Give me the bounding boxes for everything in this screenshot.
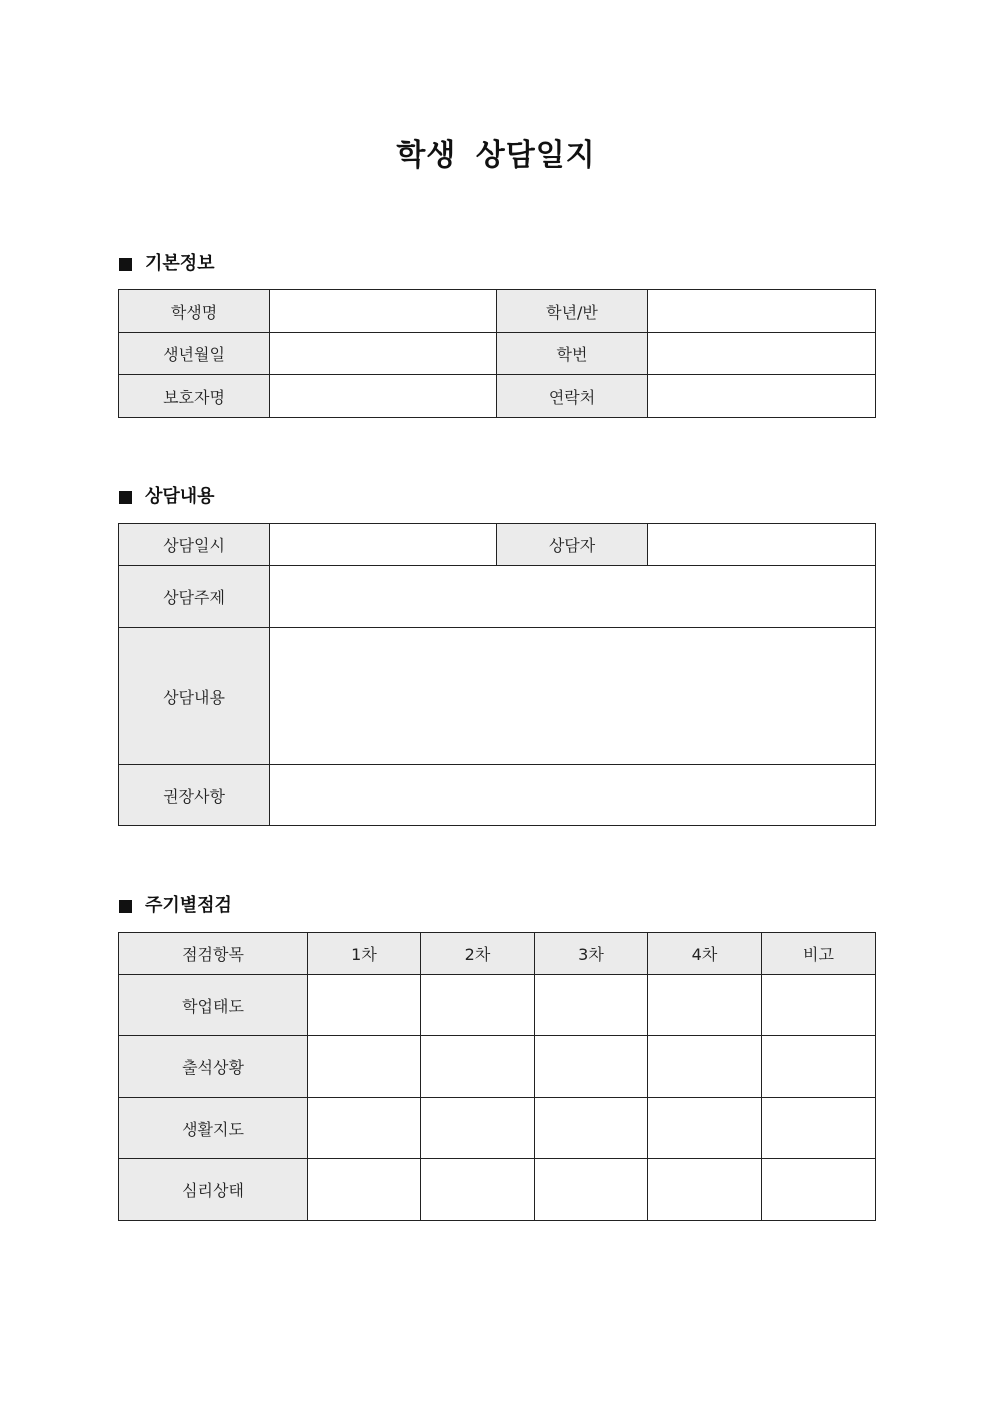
counseling-row bbox=[119, 566, 876, 628]
column-header-round-2: 2차 bbox=[421, 933, 535, 975]
student-number-field[interactable] bbox=[648, 333, 876, 375]
column-header-remarks: 비고 bbox=[762, 933, 876, 975]
check-cell[interactable] bbox=[421, 1036, 535, 1098]
counseling-heading-text: 상담내용 bbox=[145, 486, 215, 507]
birth-date-label: 생년월일 bbox=[119, 333, 270, 375]
check-item-label: 학업태도 bbox=[119, 975, 308, 1036]
check-cell[interactable] bbox=[762, 1036, 876, 1098]
square-bullet-icon bbox=[119, 258, 132, 271]
column-header-round-3: 3차 bbox=[535, 933, 648, 975]
basic-info-heading-text: 기본정보 bbox=[145, 253, 215, 274]
check-cell[interactable] bbox=[535, 1036, 648, 1098]
counseling-table bbox=[118, 523, 876, 826]
check-cell[interactable] bbox=[762, 1159, 876, 1221]
contact-label: 연락처 bbox=[497, 375, 648, 418]
basic-info-row bbox=[119, 375, 876, 418]
counseling-date-label: 상담일시 bbox=[119, 524, 270, 566]
column-header-item: 점검항목 bbox=[119, 933, 308, 975]
counseling-content-label: 상담내용 bbox=[119, 628, 270, 765]
counseling-date-field[interactable] bbox=[270, 524, 497, 566]
square-bullet-icon bbox=[119, 900, 132, 913]
student-name-field[interactable] bbox=[270, 290, 497, 333]
basic-info-row bbox=[119, 333, 876, 375]
guardian-name-field[interactable] bbox=[270, 375, 497, 418]
table-row bbox=[119, 1098, 876, 1159]
square-bullet-icon bbox=[119, 491, 132, 504]
periodic-check-heading-text: 주기별점검 bbox=[145, 895, 232, 916]
check-item-label: 출석상황 bbox=[119, 1036, 308, 1098]
counseling-row bbox=[119, 765, 876, 826]
check-cell[interactable] bbox=[648, 1036, 762, 1098]
recommendation-label: 권장사항 bbox=[119, 765, 270, 826]
contact-field[interactable] bbox=[648, 375, 876, 418]
check-cell[interactable] bbox=[421, 1098, 535, 1159]
table-row bbox=[119, 1036, 876, 1098]
check-cell[interactable] bbox=[648, 1159, 762, 1221]
counseling-topic-field[interactable] bbox=[270, 566, 876, 628]
check-cell[interactable] bbox=[535, 1098, 648, 1159]
check-cell[interactable] bbox=[535, 1159, 648, 1221]
page-title: 학생 상담일지 bbox=[396, 138, 596, 173]
check-cell[interactable] bbox=[308, 975, 421, 1036]
check-cell[interactable] bbox=[308, 1098, 421, 1159]
check-cell[interactable] bbox=[762, 1098, 876, 1159]
check-item-label: 생활지도 bbox=[119, 1098, 308, 1159]
table-row bbox=[119, 1159, 876, 1221]
periodic-check-table bbox=[118, 932, 876, 1221]
birth-date-field[interactable] bbox=[270, 333, 497, 375]
column-header-round-4: 4차 bbox=[648, 933, 762, 975]
student-name-label: 학생명 bbox=[119, 290, 270, 333]
counseling-row bbox=[119, 628, 876, 765]
counseling-heading bbox=[119, 485, 215, 509]
check-cell[interactable] bbox=[308, 1036, 421, 1098]
check-cell[interactable] bbox=[648, 975, 762, 1036]
basic-info-row bbox=[119, 290, 876, 333]
check-cell[interactable] bbox=[648, 1098, 762, 1159]
check-cell[interactable] bbox=[308, 1159, 421, 1221]
counseling-row bbox=[119, 524, 876, 566]
grade-class-field[interactable] bbox=[648, 290, 876, 333]
check-item-label: 심리상태 bbox=[119, 1159, 308, 1221]
counselor-label: 상담자 bbox=[497, 524, 648, 566]
column-header-round-1: 1차 bbox=[308, 933, 421, 975]
recommendation-field[interactable] bbox=[270, 765, 876, 826]
periodic-check-header-row bbox=[119, 933, 876, 975]
grade-class-label: 학년/반 bbox=[497, 290, 648, 333]
periodic-check-heading bbox=[119, 894, 232, 918]
counseling-content-field[interactable] bbox=[270, 628, 876, 765]
table-row bbox=[119, 975, 876, 1036]
counselor-field[interactable] bbox=[648, 524, 876, 566]
guardian-name-label: 보호자명 bbox=[119, 375, 270, 418]
basic-info-table bbox=[118, 289, 876, 418]
counseling-topic-label: 상담주제 bbox=[119, 566, 270, 628]
check-cell[interactable] bbox=[535, 975, 648, 1036]
student-number-label: 학번 bbox=[497, 333, 648, 375]
basic-info-heading bbox=[119, 252, 215, 276]
check-cell[interactable] bbox=[762, 975, 876, 1036]
check-cell[interactable] bbox=[421, 1159, 535, 1221]
check-cell[interactable] bbox=[421, 975, 535, 1036]
